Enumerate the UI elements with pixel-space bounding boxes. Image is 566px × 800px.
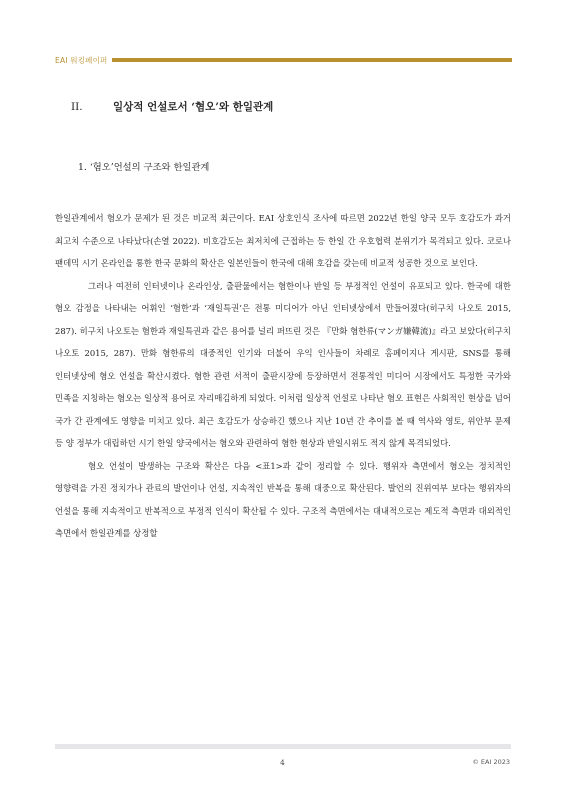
paragraph: 그러나 여전히 인터넷이나 온라인상, 출판물에서는 혐한이나 반일 등 부정적인 언설이 유포되고 있다. 한국에 대한 혐오 감정을 나타내는 어휘인 ‘혐한’과 ‘재일특권’은 전통 미디어가 아닌 인터넷상에서 만들어졌다(히구치 나오토 2015, 287). 히구치 나오토는 혐한과 재일특권과 같은 용어를 널리 퍼뜨린 것은 『만화 혐한류(マンガ嫌韓流)』라고 보았다(히구치 나오토 2015, 287). 만화 혐한류의 대중적인 인기와 더불어 우익 인사들이 차례로 홈페이지나 게시판, SNS를 통해 인터넷상에 혐오 언설을 확산시켰다. 혐한 관련 서적이 출판시장에 등장하면서 전통적인 미디어 시장에서도 특정한 국가와 민족을 지칭하는 혐오는 일상적 용어로 자리매김하게 되었다. 이처럼 일상적 언설로 나타난 혐오 표현은 사회적인 현상을 넘어 국가 간 관계에도 영향을 미치고 있다. 최근 호감도가 상승하긴 했으나 지난 10년 간 추이를 볼 때 역사와 영토, 위안부 문제 등 양 정부가 대립하던 시기 한일 양국에서는 혐오와 관련하여 혐한 현상과 반일시위도 적지 않게 목격되었다. [55, 280, 511, 448]
copyright: © EAI 2023 [472, 758, 510, 766]
header-label: EAI 워킹페이퍼 [55, 56, 108, 65]
section-number: II. [71, 101, 83, 113]
header-rule [112, 58, 512, 62]
page-number: 4 [280, 758, 285, 767]
section-title: 일상적 언설로서 ‘혐오’와 한일관계 [113, 101, 274, 113]
paragraph: 한일관계에서 혐오가 문제가 된 것은 비교적 최근이다. EAI 상호인식 조사에 따르면 2022년 한일 양국 모두 호감도가 과거 최고치 수준으로 나타났다(손열 2022). 비호감도는 최저치에 근접하는 등 한일 간 우호협력 분위기가 목격되고 있다. 코로나 팬데믹 시기 온라인을 통한 한국 문화의 확산은 일본인들이 한국에 대해 호감을 갖는데 비교적 성공한 것으로 보인다. [55, 213, 511, 268]
footer-bar [55, 744, 511, 749]
section-heading [71, 99, 273, 114]
subsection-heading: 1. ‘혐오’언설의 구조와 한일관계 [78, 162, 210, 173]
paragraph: 혐오 언설이 발생하는 구조와 확산은 다음 <표1>과 같이 정리할 수 있다. 행위자 측면에서 혐오는 정치적인 영향력을 가진 정치가나 관료의 발언이나 언설, 지속적인 반복을 통해 대중으로 확산된다. 발언의 진위여부 보다는 행위자의 언설을 통해 지속적이고 반복적으로 부정적 인식이 확산될 수 있다. 구조적 측면에서는 대내적으로는 제도적 측면과 대외적인 측면에서 한일관계를 상정할 [55, 460, 511, 538]
body-text [55, 207, 511, 545]
